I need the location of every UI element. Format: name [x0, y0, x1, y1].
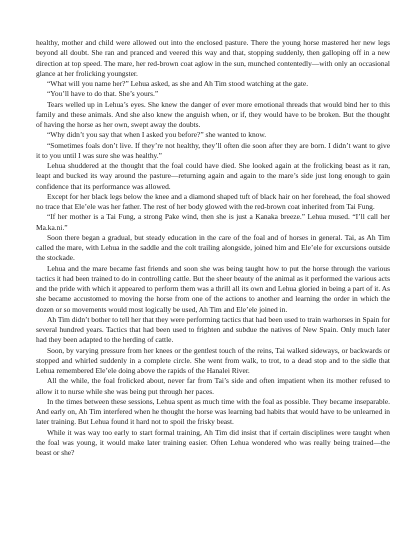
paragraph: “Why didn’t you say that when I asked you before?” she wanted to know.	[47, 130, 267, 140]
paragraph: Except for her black legs below the knee and a diamond shaped tuft of black hair on her forehead, the foal showed no trace that Ele’ele was her father. The rest of her body glowed with the red-brown coat inherited from Tai Fung.	[36, 191, 390, 211]
paragraph: “What will you name her?” Lehua asked, as she and Ah Tim stood watching at the gate.	[47, 79, 309, 88]
paragraph: All the while, the foal frolicked about, never far from Tai’s side and often impatient when its mother refused to allow it to nurse while she was being put through her paces.	[36, 376, 390, 396]
paragraph: “You’ll have to do that. She’s yours.”	[47, 89, 159, 99]
paragraph: Soon, by varying pressure from her knees or the gentlest touch of the reins, Tai walked sideways, or backwards or stopped and whirled suddenly in a complete circle. She went from walk, to trot, to a dead stop and to the sidle that Lehua remembered Ele’ele doing above the rapids of the Hanalei River.	[36, 345, 390, 375]
paragraph: While it was way too early to start formal training, Ah Tim did insist that if certain disciplines were taught when the foal was young, it would make later training easier. Often Lehua wondered who was really being trained—the beast or she?	[36, 427, 390, 457]
body-text	[36, 38, 390, 458]
paragraph: “If her mother is a Tai Fung, a strong Pake wind, then she is just a Kanaka breeze.” Lehua mused. “I’ll call her Ma.ka.ni.”	[36, 212, 390, 232]
paragraph: Lehua and the mare became fast friends and soon she was being taught how to put the horse through the various tactics it had been trained to do in controlling cattle. But the sheer beauty of the animal as it performed the various acts and the pride with which it appeared to perform them was a thrill all its own and Lehua gloried in being a part of it. As she became accustomed to moving the horse from one of the actions to another and learning the order in which the dozen or so movements would most logically be used, Ah Tim and Ele’ele joined in.	[36, 263, 390, 314]
paragraph: “Sometimes foals don’t live. If they’re not healthy, they’ll often die soon after they are born. I didn’t want to give it to you until I was sure she was healthy.”	[36, 140, 390, 160]
paragraph: In the times between these sessions, Lehua spent as much time with the foal as possible. They became inseparable. And early on, Ah Tim interfered when he thought the horse was learning bad habits that would have to be unlearned in later training. But Lehua found it hard not to spoil the frisky beast.	[36, 396, 390, 427]
paragraph: healthy, mother and child were allowed out into the enclosed pasture. There the young horse mastered her new legs beyond all doubt. She ran and pranced and veered this way and that, stopping suddenly, then galloping off in a new direction at top speed. The mare, her red-brown coat aglow in the sun, munched contentedly—with only an occasional glance at her frolicking youngster.	[36, 38, 390, 78]
paragraph: Tears welled up in Lehua’s eyes. She knew the danger of ever more emotional threads that would bind her to this family and these animals. And she also knew the anguish when, or if, they would have to be broken. But the thought of having the horse as her own, swept away the doubts.	[36, 99, 390, 129]
paragraph: Soon there began a gradual, but steady education in the care of the foal and of horses in general. Tai, as Ah Tim called the mare, with Lehua in the saddle and the colt trailing alongside, joined him and Ele’ele for excursions outside the stockade.	[36, 232, 390, 263]
paragraph: Ah Tim didn’t bother to tell her that they were performing tactics that had been used to train warhorses in Spain for several hundred years. Tactics that had been used to frighten and subdue the natives of New Spain. Only much later had they been adapted to the herding of cattle.	[36, 314, 390, 345]
paragraph: Lehua shuddered at the thought that the foal could have died. She looked again at the frolicking beast as it ran, leapt and bucked its way around the pasture—returning again and again to the mare’s side just long enough to gain confidence that its performance was allowed.	[36, 161, 390, 191]
